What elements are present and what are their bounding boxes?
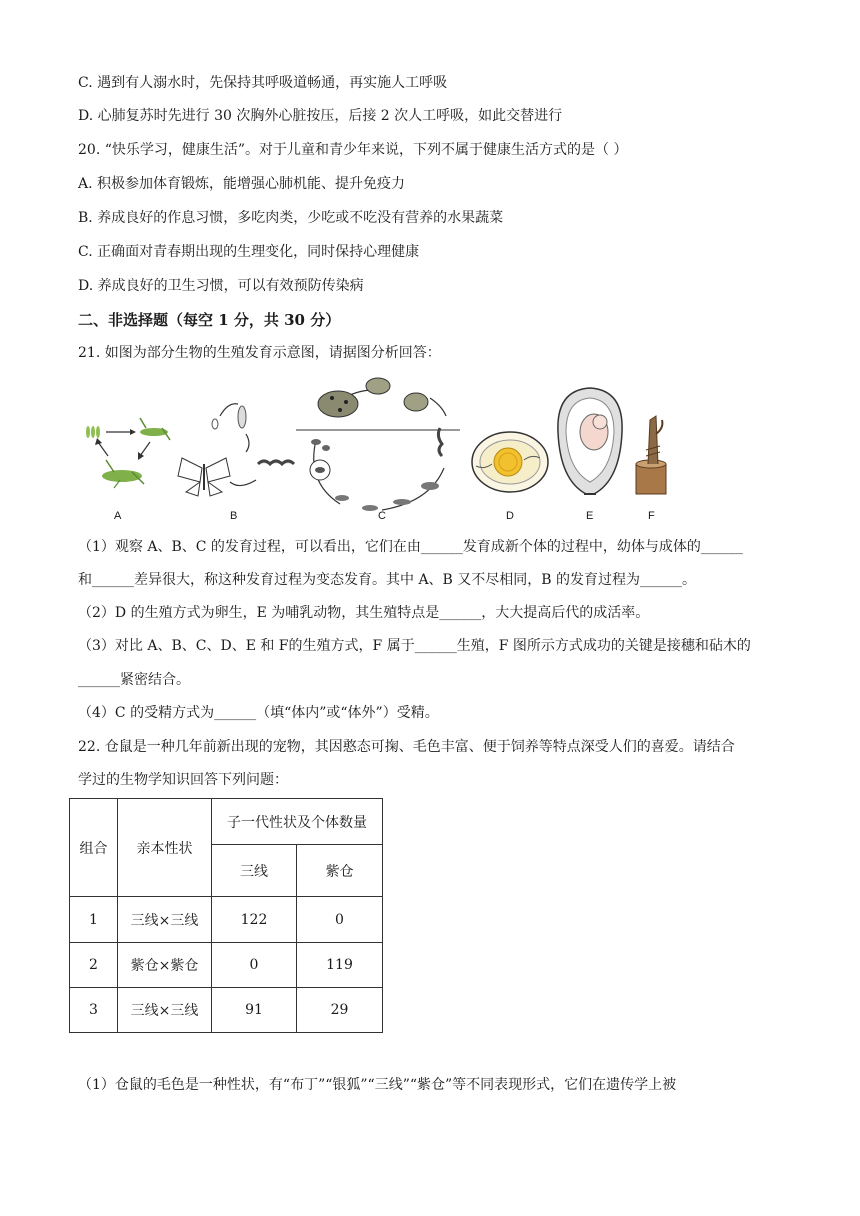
header-group: 组合 [70, 799, 118, 897]
figure-a-grasshopper-cycle [86, 418, 170, 488]
cell-group: 2 [70, 943, 118, 988]
q20-stem: 20. “快乐学习，健康生活”。对于儿童和青少年来说，下列不属于健康生活方式的是（ ） [78, 142, 628, 158]
section-heading: 二、非选择题（每空 1 分，共 30 分） [78, 311, 341, 329]
table-row [70, 943, 383, 988]
q21-part1-line2: 和______差异很大，称这种发育过程为变态发育。其中 A、B 又不尽相同，B 的发育过程为______。 [78, 572, 697, 588]
figure-label-f: F [648, 510, 655, 522]
figure-label-e: E [586, 510, 594, 522]
q21-part1-line1: （1）观察 A、B、C 的发育过程，可以看出，它们在由______发育成新个体的过程中，幼体与成体的______ [78, 539, 743, 555]
cell-group: 1 [70, 897, 118, 943]
cell-sanxian: 122 [212, 897, 297, 943]
q21-part3-line2: ______紧密结合。 [78, 672, 190, 688]
cell-sanxian: 0 [212, 943, 297, 988]
cell-zicang: 29 [297, 988, 383, 1033]
figure-label-d: D [506, 510, 514, 522]
q21-part2: （2）D 的生殖方式为卵生，E 为哺乳动物，其生殖特点是______，大大提高后代的成活率。 [78, 605, 650, 621]
q21-part3-line1: （3）对比 A、B、C、D、E 和 F的生殖方式，F 属于______生殖，F 图所示方式成功的关键是接穗和砧木的 [78, 638, 751, 654]
q20-option-c: C. 正确面对青春期出现的生理变化，同时保持心理健康 [78, 244, 420, 260]
q20-option-d: D. 养成良好的卫生习惯，可以有效预防传染病 [78, 278, 364, 294]
figure-label-a: A [114, 510, 122, 522]
figure-f-grafting [636, 416, 666, 494]
header-parent-traits: 亲本性状 [118, 799, 212, 897]
reproduction-figure [70, 372, 790, 532]
cell-zicang: 0 [297, 897, 383, 943]
figure-label-b: B [230, 510, 238, 522]
figure-b-butterfly-cycle [178, 404, 294, 496]
cell-sanxian: 91 [212, 988, 297, 1033]
q21-part4: （4）C 的受精方式为______（填“体内”或“体外”）受精。 [78, 705, 439, 721]
figure-label-c: C [378, 510, 386, 522]
cell-group: 3 [70, 988, 118, 1033]
figure-d-bird-egg [472, 432, 548, 492]
q19-option-c: C. 遇到有人溺水时，先保持其呼吸道畅通，再实施人工呼吸 [78, 75, 448, 91]
q21-stem: 21. 如图为部分生物的生殖发育示意图，请据图分析回答： [78, 345, 441, 361]
q22-stem-line2: 学过的生物学知识回答下列问题： [78, 772, 288, 788]
q22-part1: （1）仓鼠的毛色是一种性状，有“布丁”“银狐”“三线”“紫仓”等不同表现形式，它们在遗传学上被 [78, 1077, 677, 1093]
header-offspring: 子一代性状及个体数量 [212, 799, 383, 845]
q19-option-d: D. 心肺复苏时先进行 30 次胸外心脏按压，后接 2 次人工呼吸，如此交替进行 [78, 108, 563, 124]
reproduction-figure-illustration [70, 372, 790, 532]
header-sanxian: 三线 [212, 845, 297, 897]
table-row [70, 897, 383, 943]
cell-zicang: 119 [297, 943, 383, 988]
hamster-inheritance-table [69, 798, 383, 1033]
q22-stem-line1: 22. 仓鼠是一种几年前新出现的宠物，其因憨态可掬、毛色丰富、便于饲养等特点深受人们的喜爱。请结合 [78, 739, 735, 755]
figure-e-mammal-uterus [558, 388, 622, 494]
q20-option-a: A. 积极参加体育锻炼，能增强心肺机能、提升免疫力 [78, 176, 406, 192]
cell-parent: 三线×三线 [118, 897, 212, 943]
figure-c-frog-cycle [296, 378, 460, 511]
q20-option-b: B. 养成良好的作息习惯，多吃肉类，少吃或不吃没有营养的水果蔬菜 [78, 210, 504, 226]
table-row [70, 988, 383, 1033]
header-zicang: 紫仓 [297, 845, 383, 897]
cell-parent: 紫仓×紫仓 [118, 943, 212, 988]
cell-parent: 三线×三线 [118, 988, 212, 1033]
